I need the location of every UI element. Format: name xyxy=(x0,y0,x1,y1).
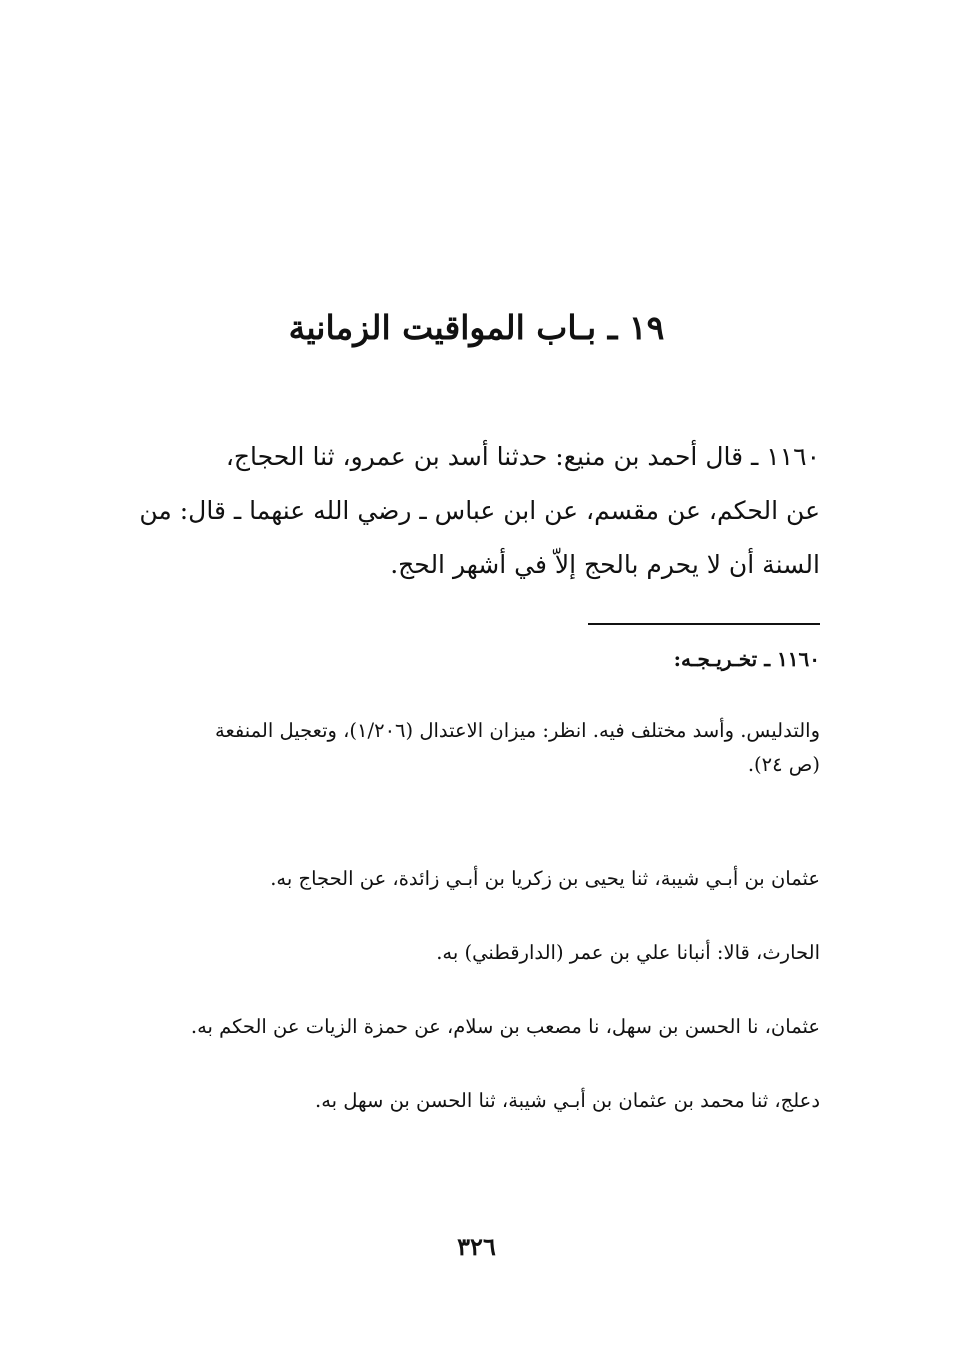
page-number: ٣٢٦ xyxy=(457,1232,496,1261)
footnote-paragraph xyxy=(100,680,820,782)
footnote-line xyxy=(100,680,820,714)
footnote-separator xyxy=(588,623,820,625)
footnote-line: الحارث، قالا: أنبانا علي بن عمر (الدارقطني) به. xyxy=(436,941,820,964)
footnote-line: (ص ٢٤). xyxy=(747,753,820,776)
footnote-paragraph xyxy=(100,828,820,896)
footnote-paragraph xyxy=(100,788,820,822)
hadith-line: السنة أن لا يحرم بالحج إلاّ في أشهر الحج. xyxy=(390,550,820,579)
footnote-paragraph xyxy=(100,1050,820,1118)
footnote-line xyxy=(100,976,820,1010)
footnotes xyxy=(100,642,820,1124)
footnote-line: والتدليس. وأسد مختلف فيه. انظر: ميزان الاعتدال (١/٢٠٦)، وتعجيل المنفعة xyxy=(215,719,820,742)
footnote-line xyxy=(100,902,820,936)
footnote-paragraph xyxy=(100,976,820,1044)
hadith-line: ١١٦٠ ـ قال أحمد بن منيع: حدثنا أسد بن عمرو، ثنا الحجاج، xyxy=(225,442,820,471)
chapter-title: ١٩ ـ بـاب المواقيت الزمانية xyxy=(288,308,665,347)
footnote-line: عثمان، نا الحسن بن سهل، نا مصعب بن سلام، عن حمزة الزيات عن الحكم به. xyxy=(190,1015,820,1038)
hadith-line: عن الحكم، عن مقسم، عن ابن عباس ـ رضي الله عنهما ـ قال: من xyxy=(139,496,820,525)
footnote-line: دعلج، ثنا محمد بن عثمان بن أبـي شيبة، ثنا الحسن بن سهل به. xyxy=(315,1089,820,1112)
footnote-paragraph xyxy=(100,902,820,970)
footnote-line xyxy=(100,788,820,822)
footnote-line: عثمان بن أبـي شيبة، ثنا يحيى بن زكريا بن أبـي زائدة، عن الحجاج به. xyxy=(270,867,820,890)
footnotes-heading: ١١٦٠ ـ تخـريـجـه: xyxy=(673,647,820,671)
hadith-text xyxy=(100,430,820,592)
footnote-line xyxy=(100,1050,820,1084)
footnote-line xyxy=(100,828,820,862)
